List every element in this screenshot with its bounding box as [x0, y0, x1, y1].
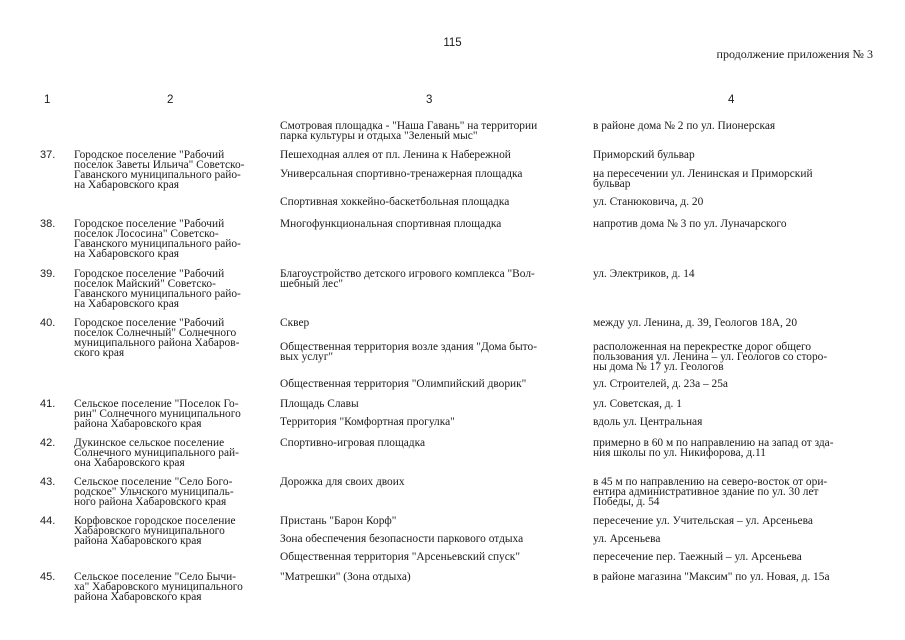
object-name-line: Зона обеспечения безопасности паркового отдыха — [280, 533, 524, 545]
settlement-name — [74, 219, 270, 259]
object-name-line: "Матрешки" (Зона отдыха) — [280, 571, 411, 583]
object-location-line: в 45 м по направлению на северо-восток от ори- — [593, 476, 828, 488]
settlement-name-line: поселок Заветы Ильича" Советско- — [74, 159, 245, 171]
object-location — [593, 150, 883, 160]
settlement-name-line: района Хабаровского края — [74, 418, 202, 430]
object-location — [593, 572, 883, 582]
object-name — [280, 417, 580, 427]
settlement-name-line: рин" Солнечного муниципального — [74, 408, 241, 420]
row-number: 42. — [40, 437, 56, 449]
settlement-name-line: Гаванского муниципального райо- — [74, 169, 241, 181]
object-location — [593, 516, 883, 526]
settlement-name-line: ного района Хабаровского края — [74, 496, 227, 508]
object-location-line: Победы, д. 54 — [593, 496, 660, 508]
object-location-line: в районе магазина "Максим" по ул. Новая, д. 15а — [593, 571, 830, 583]
row-number: 38. — [40, 218, 56, 230]
object-location — [593, 318, 883, 328]
object-location — [593, 219, 883, 229]
object-location-line: расположенная на перекрестке дорог общего — [593, 341, 812, 353]
settlement-name-line: района Хабаровского края — [74, 535, 202, 547]
object-name — [280, 477, 580, 487]
row-number: 44. — [40, 515, 56, 527]
column-number: 3 — [426, 94, 433, 106]
settlement-name — [74, 269, 270, 309]
object-name — [280, 552, 580, 562]
settlement-name — [74, 318, 270, 358]
settlement-name-line: Сельское поселение "Село Бого- — [74, 476, 233, 488]
object-name-line: Территория "Комфортная прогулка" — [280, 416, 455, 428]
object-location — [593, 477, 883, 507]
object-name — [280, 197, 580, 207]
object-name — [280, 399, 580, 409]
row-number: 40. — [40, 317, 56, 329]
settlement-name — [74, 399, 270, 429]
object-name — [280, 516, 580, 526]
object-location-line: ул. Строителей, д. 23а – 25а — [593, 378, 728, 390]
object-name — [280, 438, 580, 448]
object-location-line: пересечение пер. Таежный – ул. Арсеньева — [593, 551, 802, 563]
object-name-line: Спортивно-игровая площадка — [280, 437, 426, 449]
object-name-line: Дорожка для своих двоих — [280, 476, 405, 488]
column-number: 1 — [44, 94, 51, 106]
object-location-line: Приморский бульвар — [593, 149, 695, 161]
object-location-line: пересечение ул. Учительская – ул. Арсеньева — [593, 515, 813, 527]
object-name-line: Общественная территория "Арсеньевский спуск" — [280, 551, 520, 563]
settlement-name — [74, 438, 270, 468]
settlement-name — [74, 516, 270, 546]
settlement-name — [74, 477, 270, 507]
object-location — [593, 169, 883, 189]
object-name-line: Многофункциональная спортивная площадка — [280, 218, 502, 230]
page-number: 115 — [443, 37, 462, 49]
object-location-line: напротив дома № 3 по ул. Луначарского — [593, 218, 787, 230]
object-name — [280, 169, 580, 179]
continuation-caption: продолжение приложения № 3 — [716, 47, 873, 61]
object-name — [280, 342, 580, 362]
object-location — [593, 269, 883, 279]
object-location-line: примерно в 60 м по направлению на запад от зда- — [593, 437, 834, 449]
object-name-line: Смотровая площадка - "Наша Гавань" на территории — [280, 120, 538, 132]
object-location-line: в районе дома № 2 по ул. Пионерская — [593, 120, 776, 132]
object-location-line: на пересечении ул. Ленинская и Приморский — [593, 168, 813, 180]
object-name-line: Спортивная хоккейно-баскетбольная площадка — [280, 196, 510, 208]
settlement-name-line: Городское поселение "Рабочий — [74, 149, 225, 161]
row-number: 39. — [40, 268, 56, 280]
object-name-line: Пешеходная аллея от пл. Ленина к Набережной — [280, 149, 511, 161]
object-name — [280, 318, 580, 328]
settlement-name-line: Хабаровского муниципального — [74, 525, 225, 537]
object-location — [593, 417, 883, 427]
settlement-name-line: Солнечного муниципального рай- — [74, 447, 239, 459]
object-name-line: шебный лес" — [280, 278, 344, 290]
column-number: 4 — [728, 94, 735, 106]
object-name — [280, 572, 580, 582]
row-number: 43. — [40, 476, 56, 488]
settlement-name-line: Городское поселение "Рабочий — [74, 317, 225, 329]
object-location — [593, 438, 883, 458]
object-location-line: ул. Станюковича, д. 20 — [593, 196, 704, 208]
row-number: 41. — [40, 398, 56, 410]
object-location-line: ул. Арсеньева — [593, 533, 661, 545]
object-location-line: ния школы по ул. Никифорова, д.11 — [593, 447, 766, 459]
settlement-name-line: она Хабаровского края — [74, 457, 185, 469]
object-name-line: Благоустройство детского игрового комплекса "Вол- — [280, 268, 535, 280]
object-location-line: ны дома № 17 ул. Геологов — [593, 361, 724, 373]
object-name — [280, 219, 580, 229]
object-location — [593, 121, 883, 131]
object-name — [280, 121, 580, 141]
object-name-line: Общественная территория "Олимпийский дворик" — [280, 378, 527, 390]
object-location — [593, 534, 883, 544]
object-location-line: ул. Советская, д. 1 — [593, 398, 682, 410]
settlement-name-line: поселок Солнечный" Солнечного — [74, 327, 237, 339]
object-name-line: Общественная территория возле здания "Дома быто- — [280, 341, 537, 353]
object-name-line: парка культуры и отдыха "Зеленый мыс" — [280, 130, 478, 142]
settlement-name-line: Городское поселение "Рабочий — [74, 268, 225, 280]
object-name — [280, 379, 580, 389]
settlement-name-line: района Хабаровского края — [74, 591, 202, 603]
column-number: 2 — [167, 94, 174, 106]
settlement-name-line: родское" Ульчского муниципаль- — [74, 486, 234, 498]
settlement-name-line: на Хабаровского края — [74, 248, 179, 260]
settlement-name-line: на Хабаровского края — [74, 179, 179, 191]
object-location — [593, 379, 883, 389]
settlement-name-line: поселок Майский" Советско- — [74, 278, 216, 290]
settlement-name-line: Городское поселение "Рабочий — [74, 218, 225, 230]
object-name — [280, 534, 580, 544]
settlement-name-line: Корфовское городское поселение — [74, 515, 236, 527]
settlement-name — [74, 150, 270, 190]
row-number: 37. — [40, 149, 56, 161]
object-location-line: ул. Электриков, д. 14 — [593, 268, 695, 280]
settlement-name — [74, 572, 270, 602]
object-name-line: Универсальная спортивно-тренажерная площадка — [280, 168, 523, 180]
object-name — [280, 150, 580, 160]
object-location — [593, 552, 883, 562]
object-location-line: вдоль ул. Центральная — [593, 416, 703, 428]
settlement-name-line: муниципального района Хабаров- — [74, 337, 240, 349]
settlement-name-line: ха" Хабаровского муниципального — [74, 581, 243, 593]
object-name-line: Пристань "Барон Корф" — [280, 515, 397, 527]
object-location — [593, 399, 883, 409]
settlement-name-line: Гаванского муниципального райо- — [74, 238, 241, 250]
settlement-name-line: поселок Лососина" Советско- — [74, 228, 219, 240]
row-number: 45. — [40, 571, 56, 583]
object-location — [593, 197, 883, 207]
object-location-line: между ул. Ленина, д. 39, Геологов 18А, 20 — [593, 317, 798, 329]
settlement-name-line: Сельское поселение "Село Бычи- — [74, 571, 237, 583]
settlement-name-line: Дукинское сельское поселение — [74, 437, 225, 449]
settlement-name-line: ского края — [74, 347, 125, 359]
object-location-line: пользования ул. Ленина – ул. Геологов со сторо- — [593, 351, 828, 363]
object-location-line: ентира административное здание по ул. 30 лет — [593, 486, 819, 498]
object-name-line: вых услуг" — [280, 351, 334, 363]
object-location-line: бульвар — [593, 178, 631, 190]
settlement-name-line: на Хабаровского края — [74, 298, 179, 310]
settlement-name-line: Сельское поселение "Поселок Го- — [74, 398, 239, 410]
object-name — [280, 269, 580, 289]
object-location — [593, 342, 883, 372]
object-name-line: Сквер — [280, 317, 310, 329]
object-name-line: Площадь Славы — [280, 398, 359, 410]
settlement-name-line: Гаванского муниципального райо- — [74, 288, 241, 300]
